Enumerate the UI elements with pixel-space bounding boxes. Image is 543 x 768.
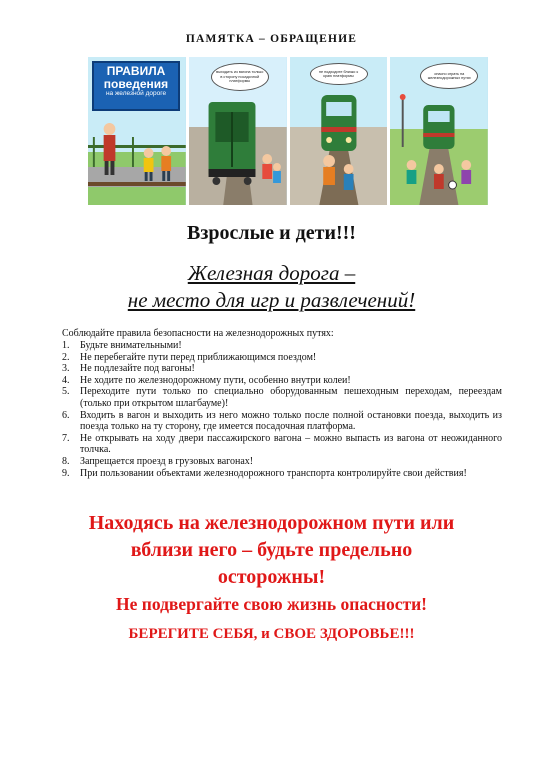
book-title-line1: ПРАВИЛА [106,64,166,78]
safety-rules-list [62,340,502,479]
heading-adults-children: Взрослые и дети!!! [187,222,356,244]
warning-take-care: БЕРЕГИТЕ СЕБЯ, и СВОЕ ЗДОРОВЬЕ!!! [128,626,415,642]
heading2-line1: Железная дорога – [187,261,356,285]
warning-line1: Находясь на железнодорожном пути или [88,512,455,534]
warning-life-danger: Не подвергайте свою жизнь опасности! [116,594,427,614]
list-item: 7. Не открывать на ходу двери пассажирского вагона – можно выпасть из вагона от неожиданного толчка. [62,432,502,456]
warning-line2: вблизи него – будьте предельно [130,539,413,561]
list-item: 8. Запрещается проезд в грузовых вагонах! [62,455,254,467]
heading2-line2: не место для игр и развлечений! [127,288,416,312]
book-title-badge [92,61,180,111]
list-item: 9. При пользовании объектами железнодорожного транспорта контролируйте свои действия! [62,467,467,479]
speech-bubble-3: опасно играть на железнодорожных путях [420,63,478,89]
speech-bubble-1: выходить из вагона только в сторону посадочной платформы [211,63,269,91]
list-item: 2. Не перебегайте пути перед приближающимся поездом! [62,351,317,363]
speech-bubble-2: не подходите близко к краю платформы [310,63,368,85]
illustration-panel-3 [290,57,388,205]
illustration-banner [88,57,488,205]
list-item: 1. Будьте внимательными! [62,340,182,351]
list-item: 4. Не ходите по железнодорожному пути, особенно внутри колеи! [62,374,351,386]
list-item: 6. Входить в вагон и выходить из него можно только после полной остановки поезда, выходить из поезда только на ту сторону, где имеется посадочная платформа. [62,409,502,433]
book-title-line3: на железной дороге [105,90,167,98]
list-item: 5. Переходите пути только по специально оборудованным пешеходным переходам, переездам (только при открытом шлагбауме)! [62,386,502,409]
book-title-line2: поведения [103,76,169,91]
rules-intro: Соблюдайте правила безопасности на железнодорожных путях: [62,328,334,339]
warning-line3: осторожны! [217,566,326,588]
memo-header: ПАМЯТКА – ОБРАЩЕНИЕ [185,33,358,45]
warning-be-careful [0,510,543,591]
list-item: 3. Не подлезайте под вагоны! [62,363,195,375]
illustration-panel-1 [88,57,186,205]
heading-railway-not-playground [0,260,543,314]
illustration-panel-4 [390,57,488,205]
illustration-panel-2 [189,57,287,205]
